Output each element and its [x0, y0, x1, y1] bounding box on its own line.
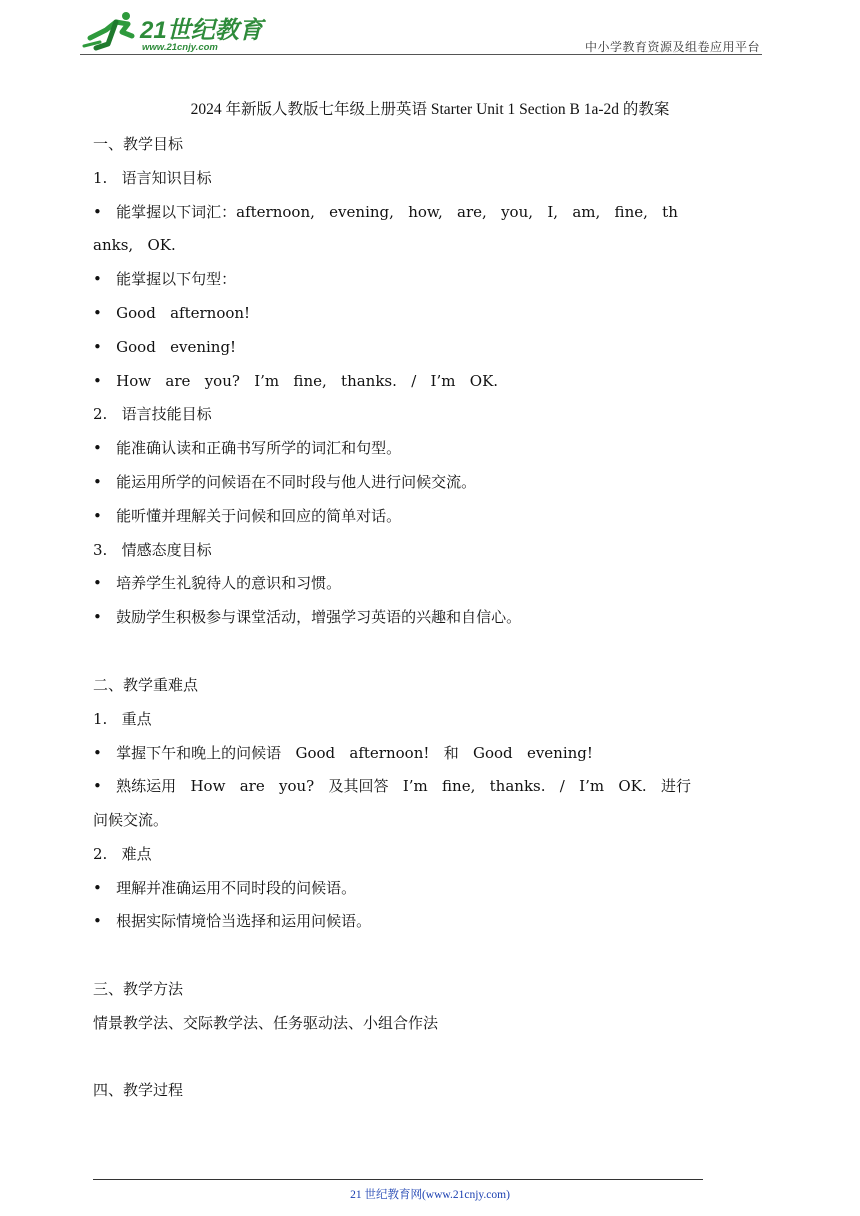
section-heading: 四、教学过程 [93, 1081, 184, 1099]
subsection-heading: 2. 难点 [93, 845, 152, 863]
subsection-heading: 1. 语言知识目标 [93, 169, 212, 187]
header-tagline: 中小学教育资源及组卷应用平台 [584, 40, 760, 54]
list-item: • 能运用所学的问候语在不同时段与他人进行问候交流。 [93, 473, 477, 491]
runner-icon [84, 12, 132, 48]
footer-divider [93, 1179, 703, 1180]
list-item: • 能掌握以下词汇：afternoon, evening, how, are, you, I, am, fine, th [93, 203, 678, 221]
page-header [80, 8, 762, 54]
list-item: • How are you? I’m fine, thanks. / I’m OK. [93, 372, 499, 390]
paragraph: 情景教学法、交际教学法、任务驱动法、小组合作法 [93, 1014, 439, 1032]
logo-url-text: www.21cnjy.com [142, 42, 218, 53]
list-item: • 掌握下午和晚上的问候语 Good afternoon! 和 Good evening! [93, 744, 593, 762]
header-divider [80, 54, 762, 55]
section-heading: 二、教学重难点 [93, 676, 199, 694]
section-heading: 三、教学方法 [93, 980, 184, 998]
list-item: • 培养学生礼貌待人的意识和习惯。 [93, 574, 342, 592]
list-item: • 熟练运用 How are you? 及其回答 I’m fine, thanks. / I’m OK. 进行 [93, 777, 691, 795]
subsection-heading: 3. 情感态度目标 [93, 541, 212, 559]
logo-main-text: 21世纪教育 [140, 17, 263, 44]
list-item: • 能听懂并理解关于问候和回应的简单对话。 [93, 507, 402, 525]
list-item: • 能准确认读和正确书写所学的词汇和句型。 [93, 439, 402, 457]
list-item: • Good evening! [93, 338, 237, 356]
list-item-continued: anks, OK. [93, 236, 176, 254]
list-item: • 根据实际情境恰当选择和运用问候语。 [93, 912, 372, 930]
subsection-heading: 1. 重点 [93, 710, 152, 728]
site-logo [80, 8, 270, 54]
list-item: • 鼓励学生积极参与课堂活动，增强学习英语的兴趣和自信心。 [93, 608, 522, 626]
section-heading: 一、教学目标 [93, 135, 184, 153]
subsection-heading: 2. 语言技能目标 [93, 405, 212, 423]
document-title: 2024 年新版人教版七年级上册英语 Starter Unit 1 Section B 1a-2d 的教案 [190, 101, 670, 118]
list-item-continued: 问候交流。 [93, 811, 169, 829]
list-item: • 理解并准确运用不同时段的问候语。 [93, 879, 357, 897]
list-item: • Good afternoon! [93, 304, 251, 322]
list-item: • 能掌握以下句型： [93, 270, 237, 288]
footer-link[interactable]: 21 世纪教育网(www.21cnjy.com) [350, 1189, 510, 1201]
